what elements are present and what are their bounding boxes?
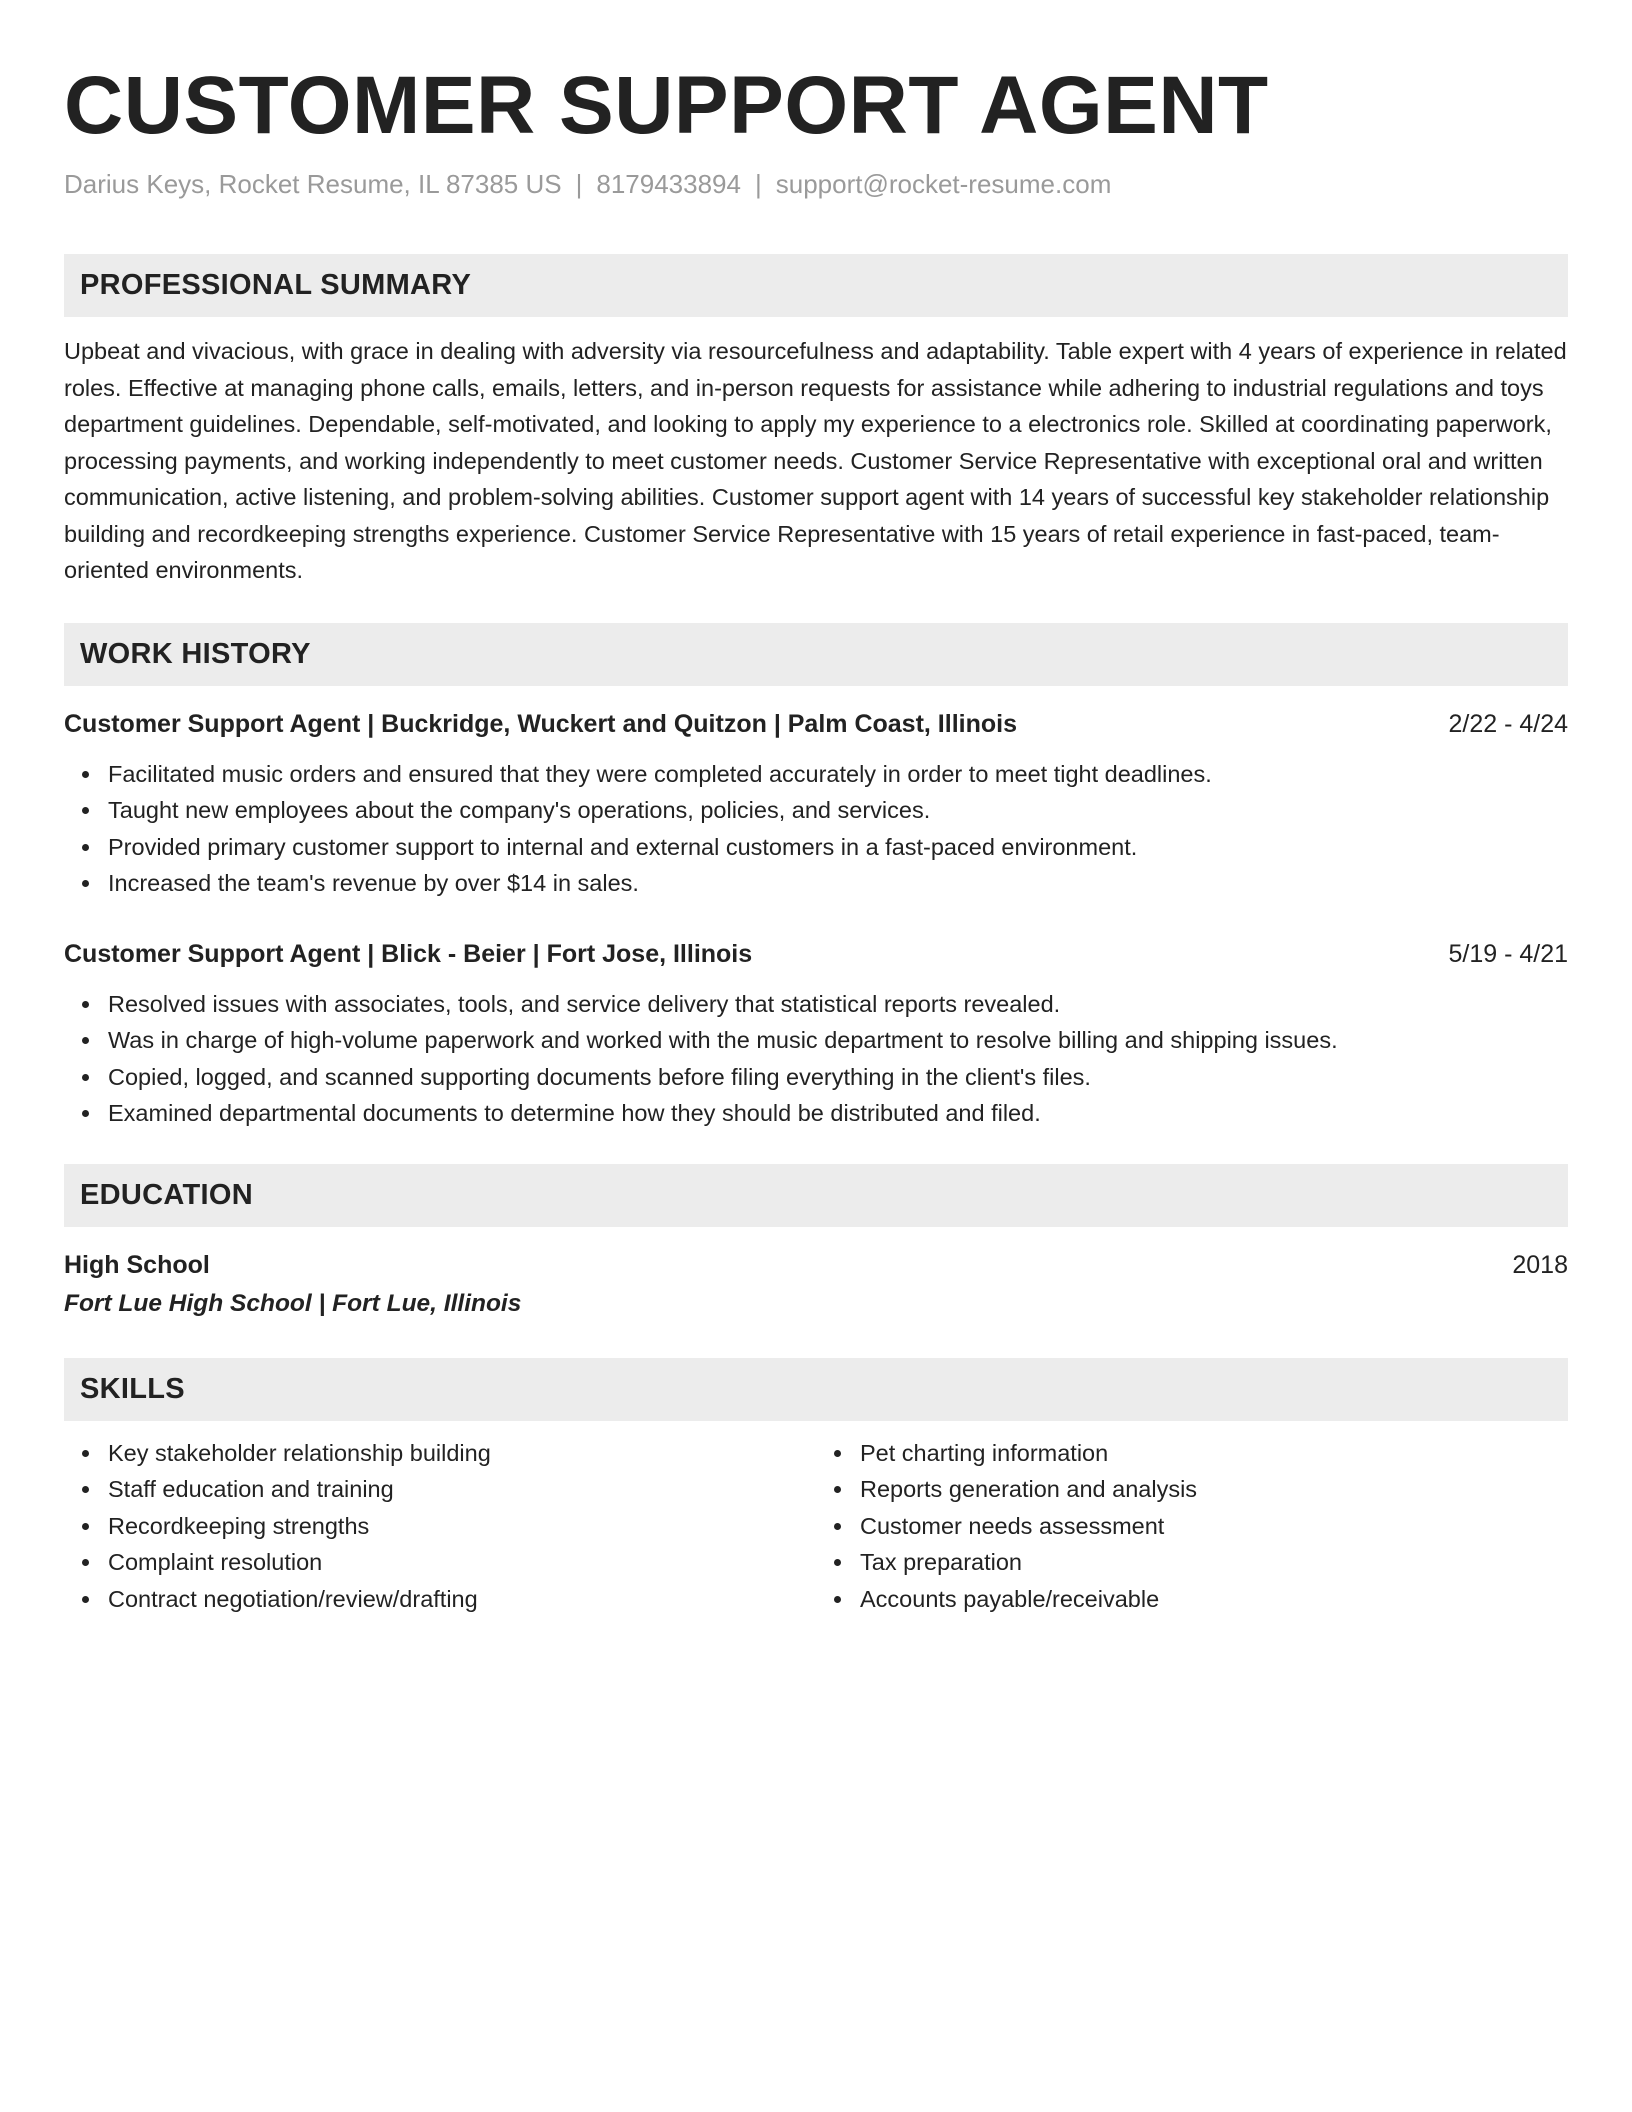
job-title: Customer Support Agent | Buckridge, Wuckert and Quitzon | Palm Coast, Illinois	[64, 709, 1017, 738]
skill-item: Key stakeholder relationship building	[108, 1435, 816, 1472]
job-bullets	[64, 986, 1568, 1132]
skill-item: Pet charting information	[860, 1435, 1568, 1472]
skill-item: Tax preparation	[860, 1544, 1568, 1581]
job-entry	[64, 706, 1568, 902]
skill-item: Reports generation and analysis	[860, 1471, 1568, 1508]
job-bullet: Was in charge of high-volume paperwork and worked with the music department to resolve billing and shipping issues.	[108, 1022, 1568, 1059]
job-bullets	[64, 756, 1568, 902]
contact-line	[64, 166, 1568, 202]
summary-text: Upbeat and vivacious, with grace in dealing with adversity via resourcefulness and adaptability. Table expert with 4 years of experience in related roles. Effective at managing phone calls, emails, letters, and in-person requests for assistance while adhering to industrial regulations and toys department guidelines. Dependable, self-motivated, and looking to apply my experience to a electronics role. Skilled at coordinating paperwork, processing payments, and working independently to meet customer needs. Customer Service Representative with exceptional oral and written communication, active listening, and problem-solving abilities. Customer support agent with 14 years of successful key stakeholder relationship building and recordkeeping strengths experience. Customer Service Representative with 15 years of retail experience in fast-paced, team-oriented environments.	[64, 338, 1567, 583]
job-bullet: Taught new employees about the company's operations, policies, and services.	[108, 792, 1568, 829]
job-header	[64, 936, 1568, 972]
resume-title: CUSTOMER SUPPORT AGENT	[64, 60, 1269, 151]
contact-email: support@rocket-resume.com	[775, 169, 1112, 199]
job-bullet: Increased the team's revenue by over $14 in sales.	[108, 865, 1568, 902]
skill-item: Staff education and training	[108, 1471, 816, 1508]
education-degree: High School	[64, 1250, 210, 1279]
job-title: Customer Support Agent | Blick - Beier | Fort Jose, Illinois	[64, 939, 753, 968]
skill-item: Customer needs assessment	[860, 1508, 1568, 1545]
skill-item: Recordkeeping strengths	[108, 1508, 816, 1545]
contact-separator: |	[754, 169, 762, 199]
skill-item: Accounts payable/receivable	[860, 1581, 1568, 1618]
education-year: 2018	[1512, 1250, 1568, 1279]
section-header-skills: SKILLS	[64, 1358, 1568, 1421]
education-header	[64, 1247, 1568, 1283]
job-bullet: Resolved issues with associates, tools, and service delivery that statistical reports revealed.	[108, 986, 1568, 1023]
job-header	[64, 706, 1568, 742]
contact-address: Darius Keys, Rocket Resume, IL 87385 US	[64, 169, 562, 199]
skills-columns	[64, 1435, 1568, 1618]
section-header-summary: PROFESSIONAL SUMMARY	[64, 254, 1568, 317]
job-dates: 2/22 - 4/24	[1448, 709, 1568, 738]
education-school: Fort Lue High School | Fort Lue, Illinois	[64, 1289, 522, 1317]
job-dates: 5/19 - 4/21	[1448, 939, 1568, 968]
skill-item: Contract negotiation/review/drafting	[108, 1581, 816, 1618]
section-header-education: EDUCATION	[64, 1164, 1568, 1227]
education-entry	[64, 1247, 1568, 1322]
contact-phone: 8179433894	[596, 169, 741, 199]
contact-separator: |	[575, 169, 583, 199]
skill-item: Complaint resolution	[108, 1544, 816, 1581]
job-bullet: Provided primary customer support to internal and external customers in a fast-paced environment.	[108, 829, 1568, 866]
section-header-work-history: WORK HISTORY	[64, 623, 1568, 686]
job-bullet: Examined departmental documents to determine how they should be distributed and filed.	[108, 1095, 1568, 1132]
job-entry	[64, 936, 1568, 1132]
skills-list-left	[64, 1435, 816, 1618]
job-bullet: Facilitated music orders and ensured that they were completed accurately in order to meet tight deadlines.	[108, 756, 1568, 793]
skills-list-right	[816, 1435, 1568, 1618]
job-bullet: Copied, logged, and scanned supporting documents before filing everything in the client's files.	[108, 1059, 1568, 1096]
